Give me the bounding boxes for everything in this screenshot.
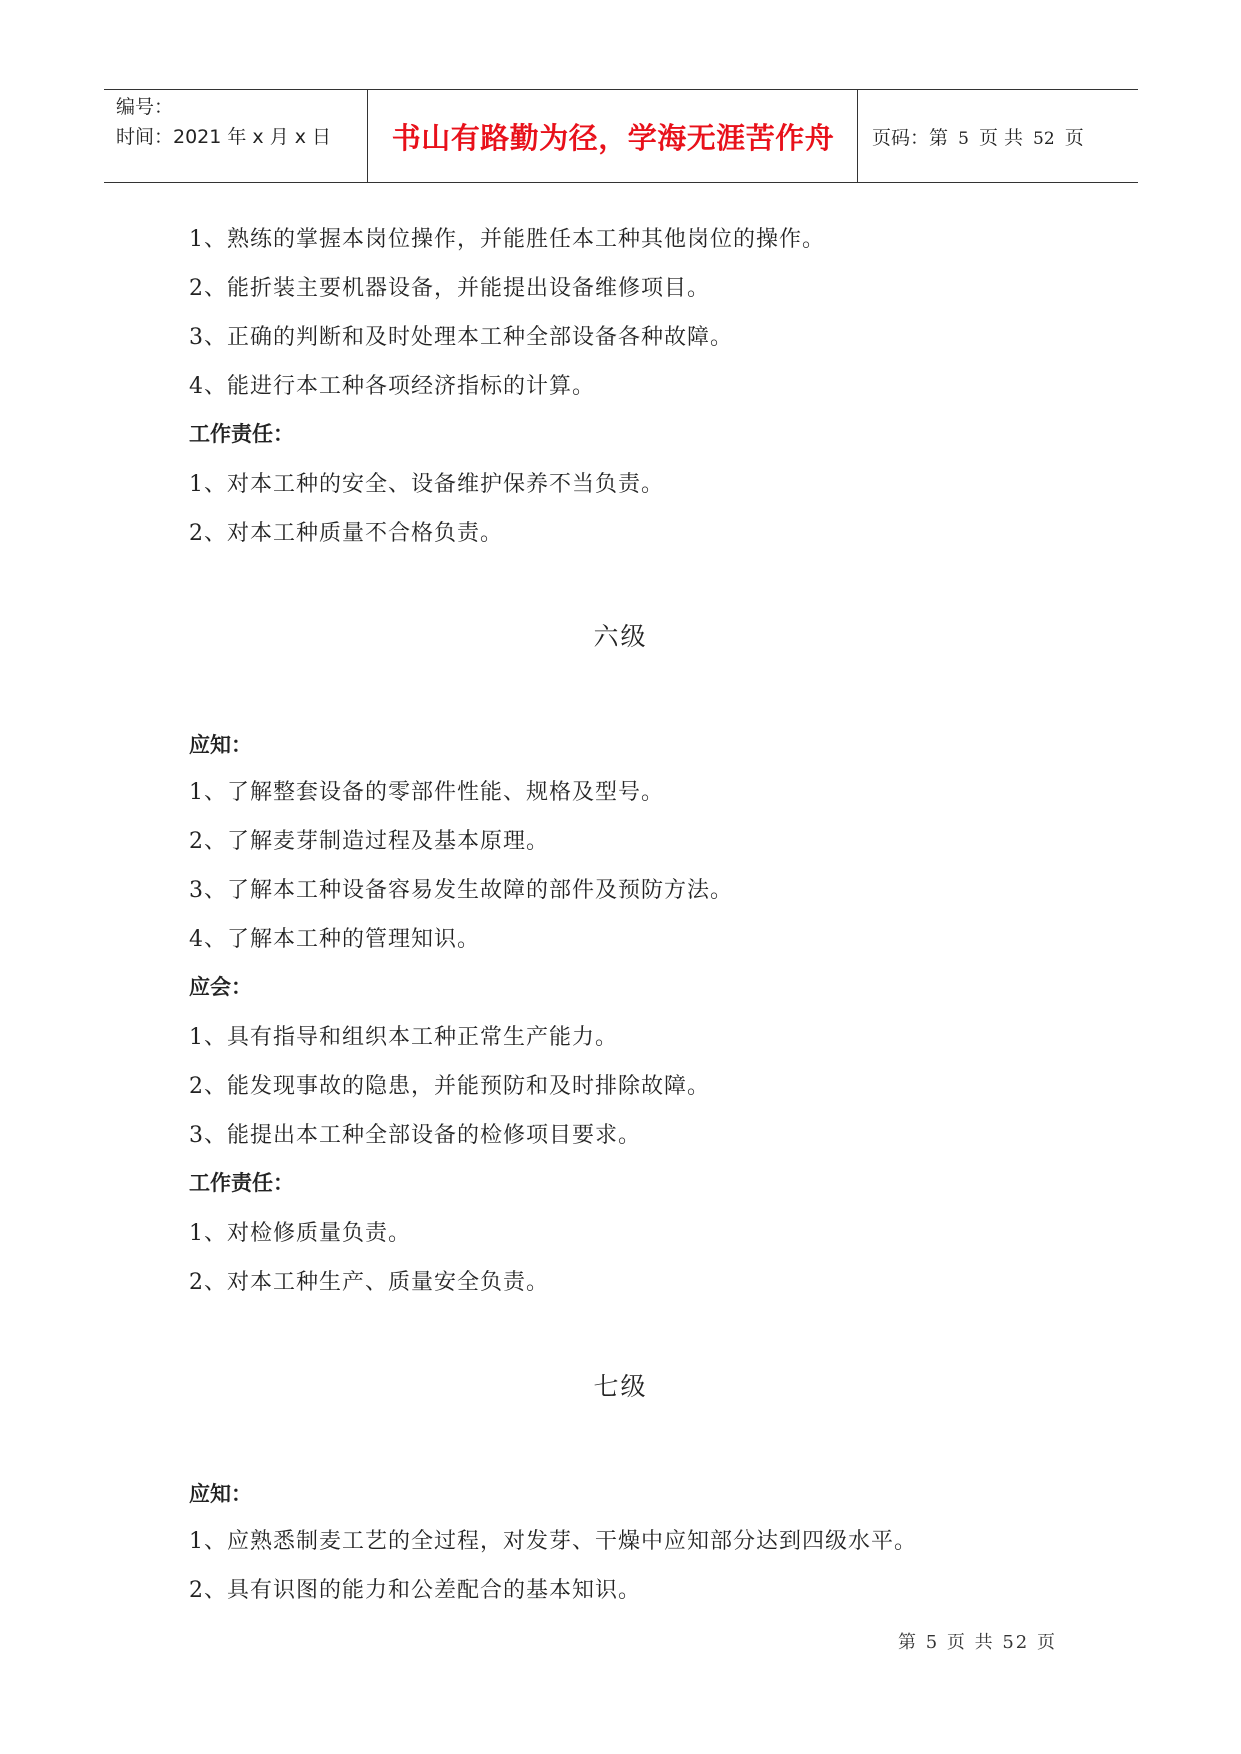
page-total: 52 — [1033, 129, 1055, 149]
list-item: 2、对本工种质量不合格负责。 — [189, 521, 503, 546]
list-item: 2、能折装主要机器设备，并能提出设备维修项目。 — [189, 276, 710, 301]
header-motto: 书山有路勤为径，学海无涯苦作舟 — [391, 121, 835, 155]
can-heading: 应会： — [189, 975, 252, 999]
list-item: 3、了解本工种设备容易发生故障的部件及预防方法。 — [189, 878, 733, 903]
list-item: 3、正确的判断和及时处理本工种全部设备各种故障。 — [189, 325, 733, 350]
section-title-level7: 七级 — [593, 1372, 648, 1401]
header-bottom-rule — [104, 182, 1138, 183]
list-item: 1、应熟悉制麦工艺的全过程，对发芽、干燥中应知部分达到四级水平。 — [189, 1529, 917, 1554]
list-item: 1、熟练的掌握本岗位操作，并能胜任本工种其他岗位的操作。 — [189, 227, 825, 252]
list-item: 2、能发现事故的隐患，并能预防和及时排除故障。 — [189, 1074, 710, 1099]
list-item: 4、能进行本工种各项经济指标的计算。 — [189, 374, 595, 399]
page-current: 5 — [958, 129, 969, 149]
page-mid: 页 共 — [978, 127, 1023, 149]
list-item: 2、对本工种生产、质量安全负责。 — [189, 1270, 549, 1295]
time-label: 时间：2021 年 x 月 x 日 — [116, 126, 332, 148]
list-item: 1、对本工种的安全、设备维护保养不当负责。 — [189, 472, 664, 497]
page-footer: 第 5 页 共 52 页 — [898, 1632, 1057, 1653]
list-item: 2、具有识图的能力和公差配合的基本知识。 — [189, 1578, 641, 1603]
responsibility-heading: 工作责任： — [189, 422, 294, 446]
header-meta — [116, 92, 331, 152]
header-top-rule — [104, 89, 1138, 90]
header-divider-left — [367, 90, 368, 183]
list-item: 2、了解麦芽制造过程及基本原理。 — [189, 829, 549, 854]
list-item: 1、对检修质量负责。 — [189, 1221, 411, 1246]
list-item: 3、能提出本工种全部设备的检修项目要求。 — [189, 1123, 641, 1148]
responsibility-heading: 工作责任： — [189, 1171, 294, 1195]
page-prefix: 页码：第 — [872, 127, 949, 149]
serial-label: 编号： — [116, 96, 174, 118]
page-suffix: 页 — [1064, 127, 1084, 149]
header-divider-right — [857, 90, 858, 183]
list-item: 1、了解整套设备的零部件性能、规格及型号。 — [189, 780, 664, 805]
header-page-number — [872, 123, 1084, 150]
know-heading: 应知： — [189, 733, 252, 757]
section-title-level6: 六级 — [593, 622, 648, 651]
know-heading: 应知： — [189, 1482, 252, 1506]
list-item: 4、了解本工种的管理知识。 — [189, 927, 480, 952]
list-item: 1、具有指导和组织本工种正常生产能力。 — [189, 1025, 618, 1050]
